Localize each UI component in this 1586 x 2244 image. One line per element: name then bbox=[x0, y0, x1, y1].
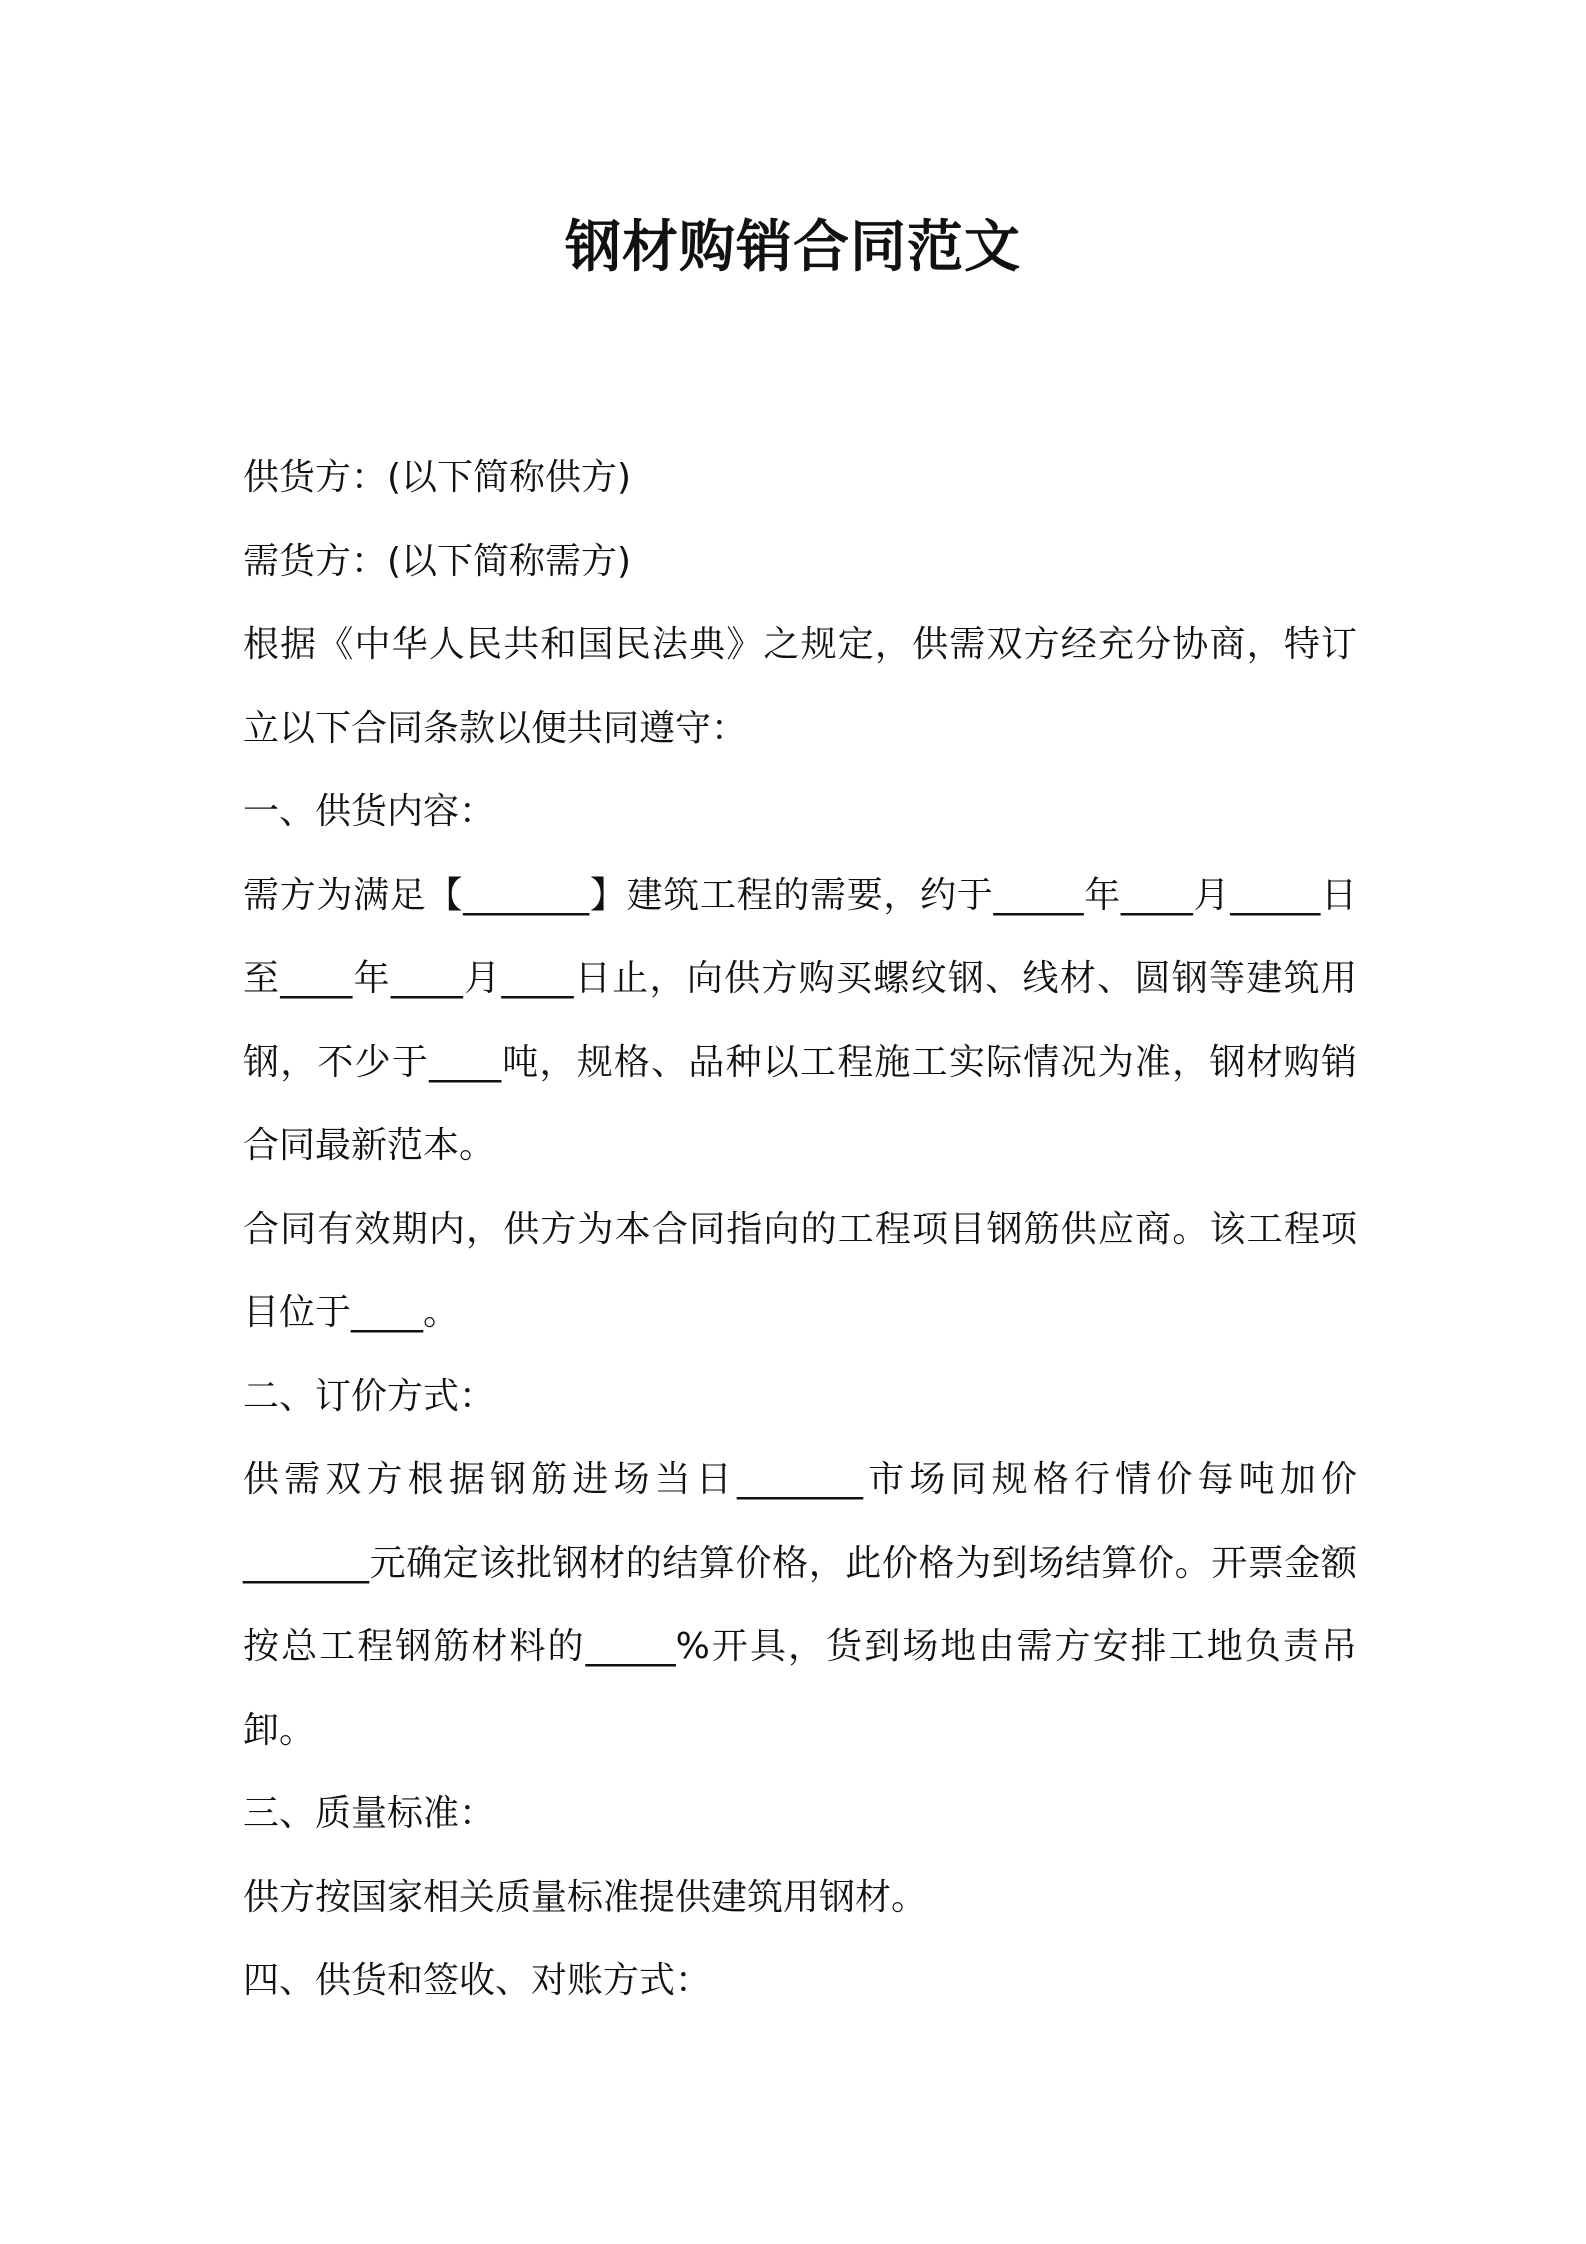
supply-content-paragraph: 需方为满足【_______】建筑工程的需要，约于_____年____月_____日至____年____月____日止，向供方购买螺纹钢、线材、圆钢等建筑用钢，不少于____吨，规格、品种以工程施工实际情况为准，钢材购销合同最新范本。 bbox=[243, 874, 1357, 1166]
preamble-paragraph: 根据《中华人民共和国民法典》之规定，供需双方经充分协商，特订立以下合同条款以便共同遵守： bbox=[243, 624, 1357, 749]
section-heading-quality: 三、质量标准： bbox=[243, 1793, 496, 1834]
buyer-line: 需货方：(以下简称需方) bbox=[243, 540, 632, 582]
document-body bbox=[243, 436, 1357, 2023]
pricing-paragraph: 供需双方根据钢筋进场当日_______市场同规格行情价每吨加价_______元确定该批钢材的结算价格，此价格为到场结算价。开票金额按总工程钢筋材料的_____%开具，货到场地由需方安排工地负责吊卸。 bbox=[243, 1459, 1357, 1751]
document-title: 钢材购销合同范文 bbox=[565, 215, 1021, 280]
quality-paragraph: 供方按国家相关质量标准提供建筑用钢材。 bbox=[243, 1876, 928, 1918]
section-heading-supply-content: 一、供货内容： bbox=[243, 791, 496, 832]
supplier-line: 供货方：(以下简称供方) bbox=[243, 457, 632, 498]
contract-validity-paragraph: 合同有效期内，供方为本合同指向的工程项目钢筋供应商。该工程项目位于____。 bbox=[243, 1208, 1357, 1333]
section-heading-delivery: 四、供货和签收、对账方式： bbox=[243, 1960, 712, 2001]
section-heading-pricing: 二、订价方式： bbox=[243, 1375, 496, 1417]
